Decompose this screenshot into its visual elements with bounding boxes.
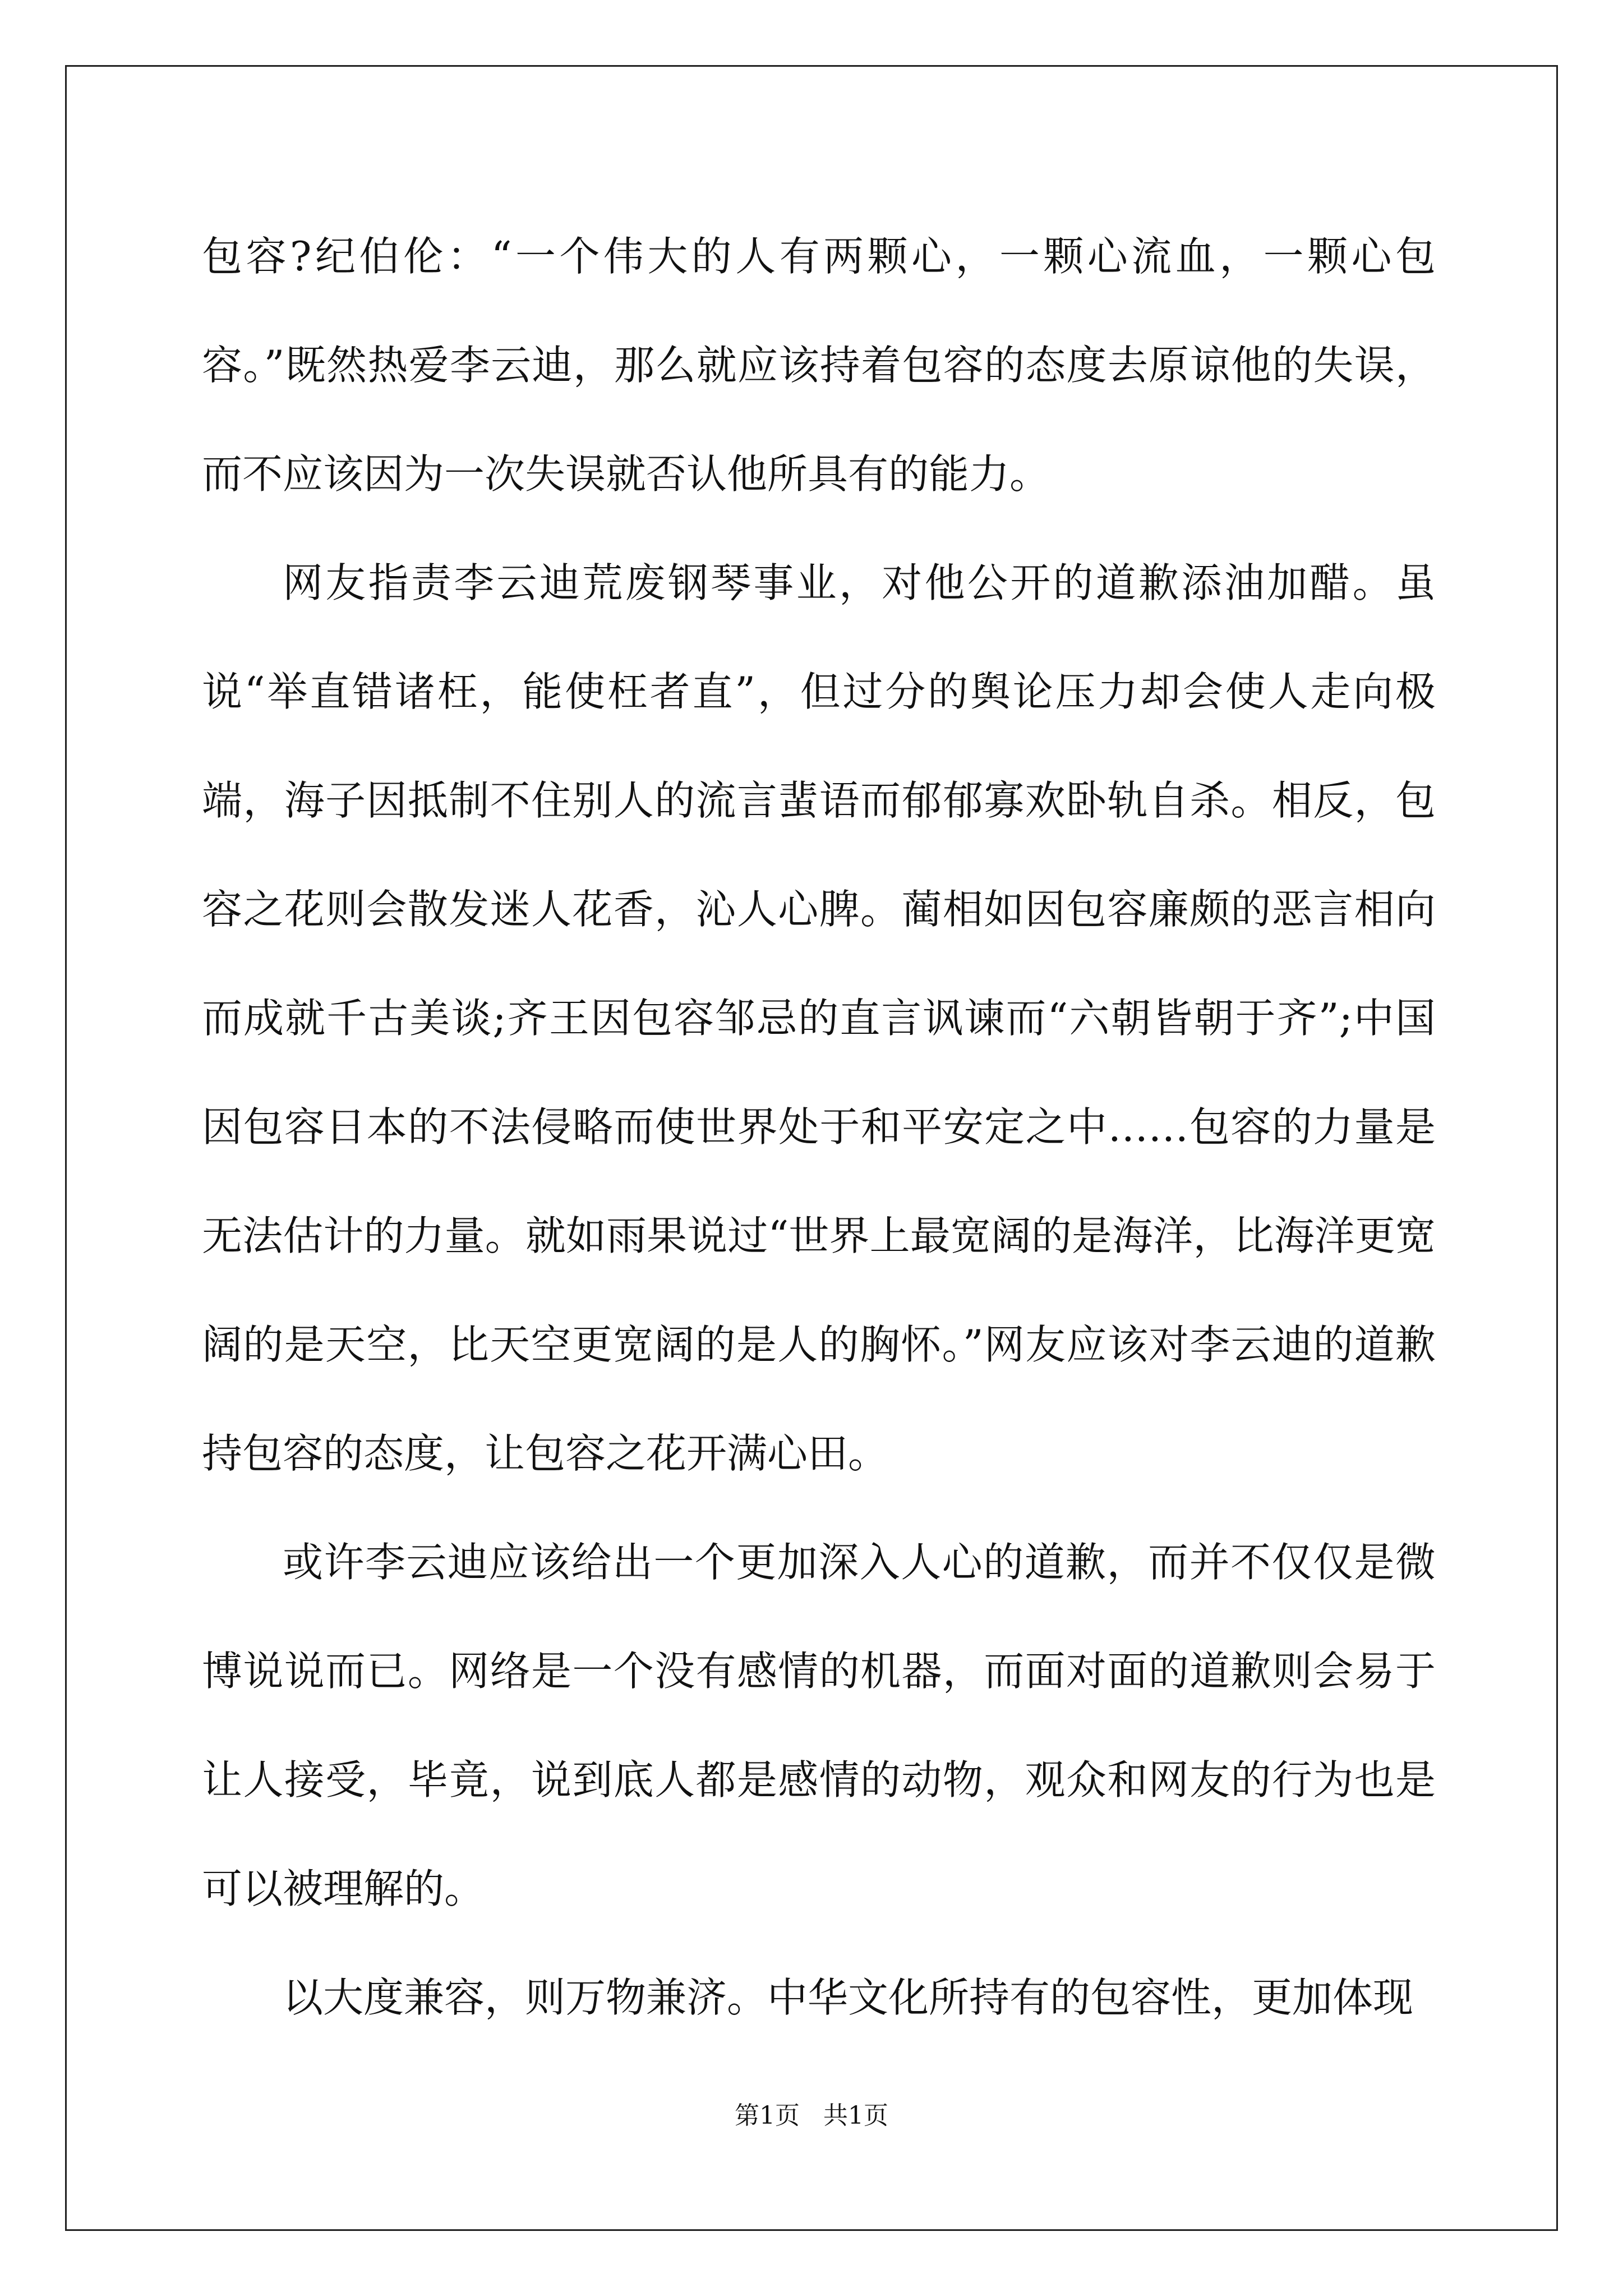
paragraph-1: 包容?纪伯伦：“一个伟大的人有两颗心，一颗心流血，一颗心包容。”既然热爱李云迪，那么就应该持着包容的态度去原谅他的失误，而不应该因为一次失误就否认他所具有的能力。 bbox=[202, 233, 1436, 498]
paragraph-2: 网友指责李云迪荒废钢琴事业，对他公开的道歉添油加醋。虽说“举直错诸枉，能使枉者直”，但过分的舆论压力却会使人走向极端，海子因抵制不住别人的流言蜚语而郁郁寡欢卧轨自杀。相反，包容之花则会散发迷人花香，沁人心脾。蔺相如因包容廉颇的恶言相向而成就千古美谈;齐王因包容邹忌的直言讽谏而“六朝皆朝于齐”;中国因包容日本的不法侵略而使世界处于和平安定之中……包容的力量是无法估计的力量。就如雨果说过“世界上最宽阔的是海洋，比海洋更宽阔的是天空，比天空更宽阔的是人的胸怀。”网友应该对李云迪的道歉持包容的态度，让包容之花开满心田。 bbox=[202, 559, 1436, 1477]
paragraph-3: 或许李云迪应该给出一个更加深入人心的道歉，而并不仅仅是微博说说而已。网络是一个没有感情的机器，而面对面的道歉则会易于让人接受，毕竟，说到底人都是感情的动物，观众和网友的行为也是可以被理解的。 bbox=[202, 1539, 1436, 1912]
page-number-footer: 第1页 共1页 bbox=[735, 2101, 888, 2130]
paragraph-4: 以大度兼容，则万物兼济。中华文化所持有的包容性，更加体现 bbox=[283, 1974, 1414, 2021]
document-body bbox=[202, 202, 1436, 2052]
